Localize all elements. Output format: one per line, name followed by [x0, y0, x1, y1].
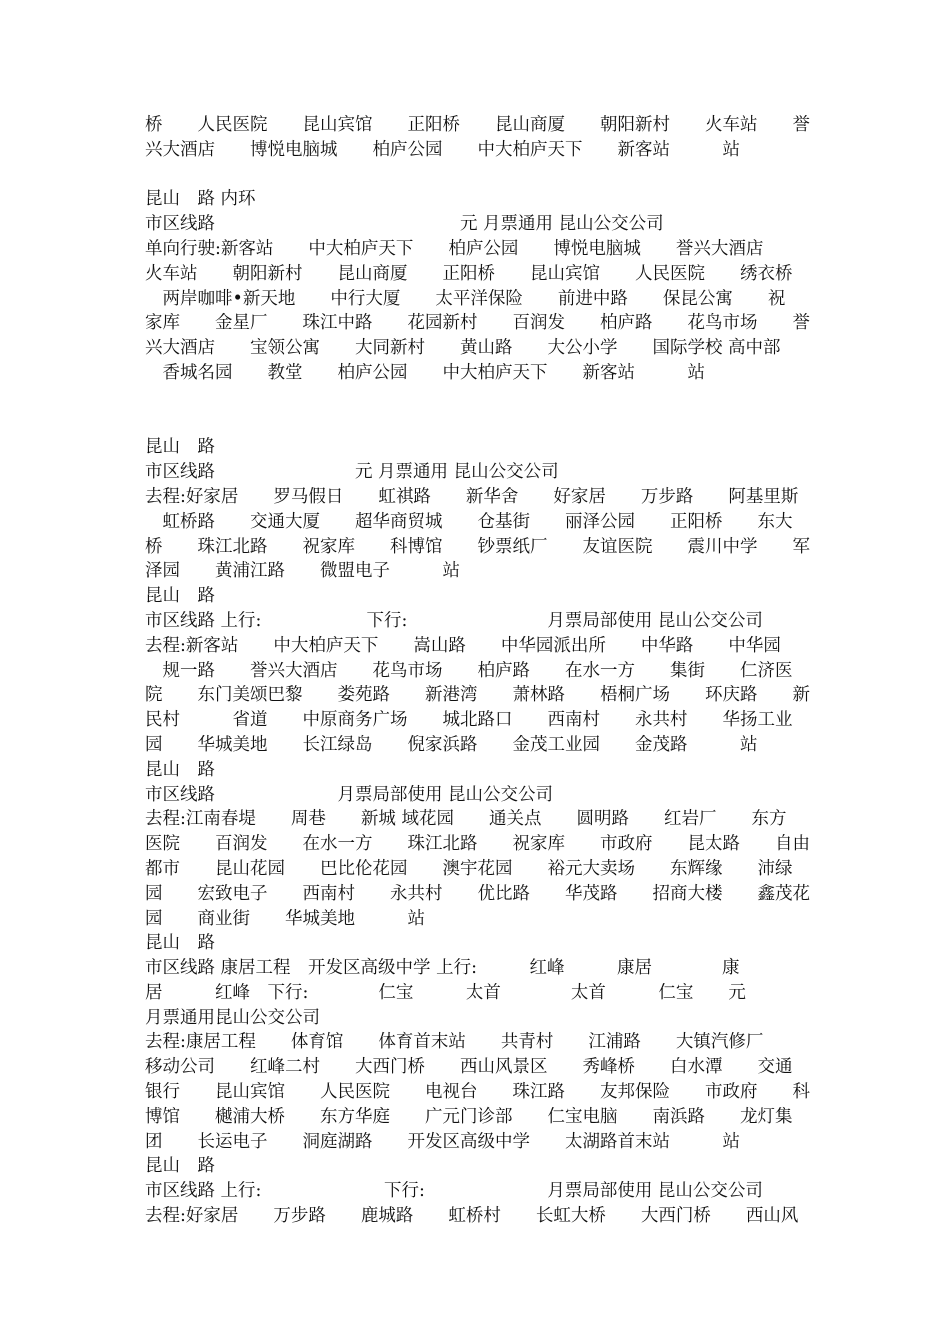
text-line: 两岸咖啡•新天地 中行大厦 太平洋保险 前进中路 保昆公寓 祝: [145, 288, 786, 309]
text-line: 月票通用昆山公交公司: [145, 1007, 320, 1028]
text-line: 单向行驶:新客站 中大柏庐天下 柏庐公园 博悦电脑城 誉兴大酒店: [145, 238, 764, 259]
text-line: 昆山 路: [145, 437, 215, 458]
text-line: 昆山 路 内环: [145, 189, 256, 210]
text-line: 规一路 誉兴大酒店 花鸟市场 柏庐路 在水一方 集街 仁济医: [145, 660, 793, 681]
text-line: 都市 昆山花园 巴比伦花园 澳宇花园 裕元大卖场 东辉缘 沛绿: [145, 858, 793, 879]
text-line: 医院 百润发 在水一方 珠江北路 祝家库 市政府 昆太路 自由: [145, 834, 810, 855]
text-line: 博馆 樾浦大桥 东方华庭 广元门诊部 仁宝电脑 南浜路 龙灯集: [145, 1106, 793, 1127]
blank-line: [145, 163, 810, 188]
text-line: 园 商业街 华城美地 站: [145, 908, 425, 929]
text-line: 园 华城美地 长江绿岛 倪家浜路 金茂工业园 金茂路 站: [145, 734, 758, 755]
text-line: 虹桥路 交通大厦 超华商贸城 仓基街 丽泽公园 正阳桥 东大: [145, 511, 793, 532]
text-line: 兴大酒店 宝领公寓 大同新村 黄山路 大公小学 国际学校 高中部: [145, 338, 781, 359]
text-line: 昆山 路: [145, 759, 215, 780]
text-line: 市区线路 月票局部使用 昆山公交公司: [145, 784, 554, 805]
text-line: 院 东门美颂巴黎 娄苑路 新港湾 萧林路 梧桐广场 环庆路 新: [145, 685, 810, 706]
text-line: 去程:康居工程 体育馆 体育首末站 共青村 江浦路 大镇汽修厂: [145, 1032, 764, 1053]
text-line: 市区线路 上行: 下行: 月票局部使用 昆山公交公司: [145, 610, 763, 631]
text-line: 团 长运电子 洞庭湖路 开发区高级中学 太湖路首末站 站: [145, 1131, 740, 1152]
text-line: 民村 省道 中原商务广场 城北路口 西南村 永共村 华扬工业: [145, 710, 793, 731]
text-line: 兴大酒店 博悦电脑城 柏庐公园 中大柏庐天下 新客站 站: [145, 139, 740, 160]
blank-line: [145, 411, 810, 436]
text-line: 去程:好家居 万步路 鹿城路 虹桥村 长虹大桥 大西门桥 西山风: [145, 1206, 799, 1227]
text-line: 去程:新客站 中大柏庐天下 嵩山路 中华园派出所 中华路 中华园: [145, 635, 781, 656]
text-line: 居 红峰 下行: 仁宝 太首 太首 仁宝 元: [145, 982, 746, 1003]
text-line: 昆山 路: [145, 1156, 215, 1177]
text-line: 桥 珠江北路 祝家库 科博馆 钞票纸厂 友谊医院 震川中学 军: [145, 536, 810, 557]
text-line: 火车站 朝阳新村 昆山商厦 正阳桥 昆山宾馆 人民医院 绣衣桥: [145, 263, 793, 284]
text-line: 去程:江南春堤 周巷 新城 域花园 通关点 圆明路 红岩厂 东方: [145, 809, 787, 830]
text-line: 家库 金星厂 珠江中路 花园新村 百润发 柏庐路 花鸟市场 誉: [145, 313, 810, 334]
text-line: 昆山 路: [145, 586, 215, 607]
document-body: [145, 113, 810, 1229]
text-line: 桥 人民医院 昆山宾馆 正阳桥 昆山商厦 朝阳新村 火车站 誉: [145, 115, 810, 135]
text-line: 昆山 路: [145, 933, 215, 954]
blank-line: [145, 386, 810, 411]
text-line: 市区线路 元 月票通用 昆山公交公司: [145, 462, 559, 483]
text-line: 香城名园 教堂 柏庐公园 中大柏庐天下 新客站 站: [145, 362, 705, 383]
text-line: 市区线路 元 月票通用 昆山公交公司: [145, 214, 664, 235]
text-line: 银行 昆山宾馆 人民医院 电视台 珠江路 友邦保险 市政府 科: [145, 1082, 810, 1103]
text-line: 去程:好家居 罗马假日 虹祺路 新华舍 好家居 万步路 阿基里斯: [145, 486, 799, 507]
text-line: 移动公司 红峰二村 大西门桥 西山风景区 秀峰桥 白水潭 交通: [145, 1057, 793, 1078]
text-line: 园 宏致电子 西南村 永共村 优比路 华茂路 招商大楼 鑫茂花: [145, 883, 810, 904]
text-line: 市区线路 康居工程 开发区高级中学 上行: 红峰 康居 康: [145, 958, 740, 979]
text-line: 市区线路 上行: 下行: 月票局部使用 昆山公交公司: [145, 1181, 763, 1202]
text-line: 泽园 黄浦江路 微盟电子 站: [145, 561, 460, 582]
